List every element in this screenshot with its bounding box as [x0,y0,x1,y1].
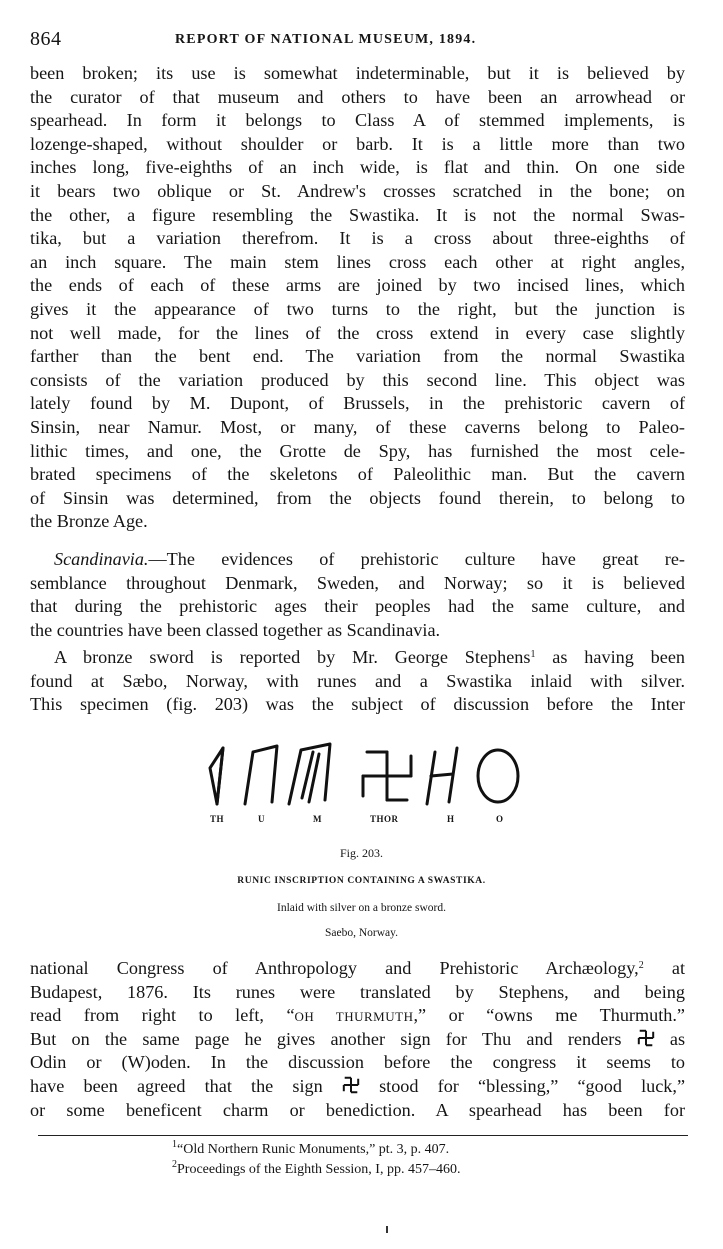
text-line: tika, but a variation therefrom. It is a cross about three-eighths of [30,228,685,249]
text-run: —The evidences of prehistoric culture have great re- [148,549,685,569]
rune-label: TH [210,814,225,824]
print-speck [386,1226,388,1233]
text-line: been broken; its use is somewhat indeterminable, but it is believed by [30,63,685,83]
section-heading: Scandinavia. [54,549,149,569]
footnote-mark: 1 [172,1139,177,1150]
text-line: This specimen (fig. 203) was the subject of discussion before the Inter [30,694,685,715]
text-line: the curator of that museum and others to have been an arrowhead or [30,86,685,107]
footnote [172,1160,460,1180]
text-line: found at Sæbo, Norway, with runes and a Swastika inlaid with silver. [30,670,685,691]
paragraph-bronze-sword [30,646,685,717]
text-line [30,1004,685,1028]
small-caps-run: OH THURMUTH [294,1009,414,1025]
rune-label: O [496,814,504,824]
text-line: of Sinsin was determined, from the objects found therein, to belong to [30,487,685,508]
text-run: as having been [535,647,685,667]
rune-o-icon [478,750,518,802]
text-run: A bronze sword is reported by Mr. George Stephens [54,647,531,667]
paragraph-budapest-congress [30,957,685,1122]
text-line [30,957,685,981]
text-line: lozenge-shaped, without shoulder or barb. It is a little more than two [30,133,685,154]
text-line: semblance throughout Denmark, Sweden, and Norway; so it is believed [30,572,685,593]
text-line: the ends of each of these arms are joined by two incised lines, which [30,275,685,296]
text-line: Sinsin, near Namur. Most, or many, of these caverns belong to Paleo- [30,416,685,437]
footnote-divider [38,1135,688,1136]
rune-label: H [447,814,455,824]
rune-h-icon [427,752,435,804]
text-line: that during the prehistoric ages their peoples had the same culture, and [30,596,685,617]
rune-label: THOR [370,814,399,824]
swastika-icon [637,1029,655,1047]
text-line [30,1075,685,1099]
text-line: spearhead. In form it belongs to Class A of stemmed implements, is [30,110,685,131]
text-line: gives it the appearance of two turns to the right, but the junction is [30,298,685,319]
text-run: ,” or “owns me Thurmuth.” [413,1005,685,1026]
text-run: at [643,958,685,978]
text-line: an inch square. The main stem lines cross each other at right angles, [30,251,685,272]
text-line [30,1028,685,1052]
text-line: lately found by M. Dupont, of Brussels, in the prehistoric cavern of [30,393,685,414]
text-run: as [669,1028,686,1049]
text-line: not well made, for the lines of the cross extend in every case slightly [30,322,685,343]
text-line: the countries have been classed together as Scandinavia. [30,619,441,640]
text-run: national Congress of Anthropology and Prehistoric Archæology, [30,958,639,978]
text-line: Odin or (W)oden. In the discussion before the congress it seems to [30,1052,685,1073]
text-line: inches long, five-eighths of an inch wide, is flat and thin. On one side [30,157,685,178]
text-line [30,548,685,572]
footnotes [172,1140,460,1180]
rune-label: M [313,814,322,824]
figure-location: Saebo, Norway. [324,927,399,939]
footnote [172,1140,460,1160]
swastika-icon [342,1076,360,1094]
footnote-text: “Old Northern Runic Monuments,” pt. 3, p. 407. [177,1142,450,1157]
text-line [30,646,685,670]
footnote-ref: 2 [638,960,644,971]
text-run: read from right to left, “ [30,1005,295,1026]
text-line: it bears two oblique or St. Andrew's crosses scratched in the bone; on [30,180,685,201]
paragraph-sinsin-bone [30,62,685,534]
text-line: consists of the variation produced by this second line. This object was [30,369,685,390]
swastika-icon [363,752,411,800]
rune-labels [0,814,723,828]
figure-subtitle: Inlaid with silver on a bronze sword. [277,902,446,914]
rune-u-icon [245,746,277,804]
footnote-ref: 1 [530,649,536,660]
footnote-text: Proceedings of the Eighth Session, I, pp. 457–460. [177,1162,461,1177]
text-line: farther than the bent end. The variation from the normal Swastika [30,346,685,367]
text-line: brated specimens of the skeletons of Paleolithic man. But the cavern [30,464,685,485]
page-number: 864 [30,28,62,50]
text-line: the other, a figure resembling the Swastika. It is not the normal Swas- [30,204,685,225]
text-run: have been agreed that the sign [30,1075,323,1096]
text-run: But on the same page he gives another sign for Thu and renders [30,1028,622,1049]
page-header [30,28,690,52]
text-line: or some beneficent charm or benediction. A spearhead has been for [30,1099,685,1120]
footnote-mark: 2 [172,1159,177,1170]
text-line: the Bronze Age. [30,511,148,532]
figure-title: RUNIC INSCRIPTION CONTAINING A SWASTIKA. [237,876,486,886]
paragraph-scandinavia [30,548,685,642]
text-run: stood for “blessing,” “good luck,” [379,1075,686,1096]
text-line: lithic times, and one, the Grotte de Spy, has furnished the most cele- [30,440,685,461]
runic-inscription-figure [197,738,527,818]
text-line: Budapest, 1876. Its runes were translated by Stephens, and being [30,981,685,1002]
running-title: REPORT OF NATIONAL MUSEUM, 1894. [175,32,477,47]
figure-number: Fig. 203. [339,846,383,860]
rune-label: U [258,814,265,824]
